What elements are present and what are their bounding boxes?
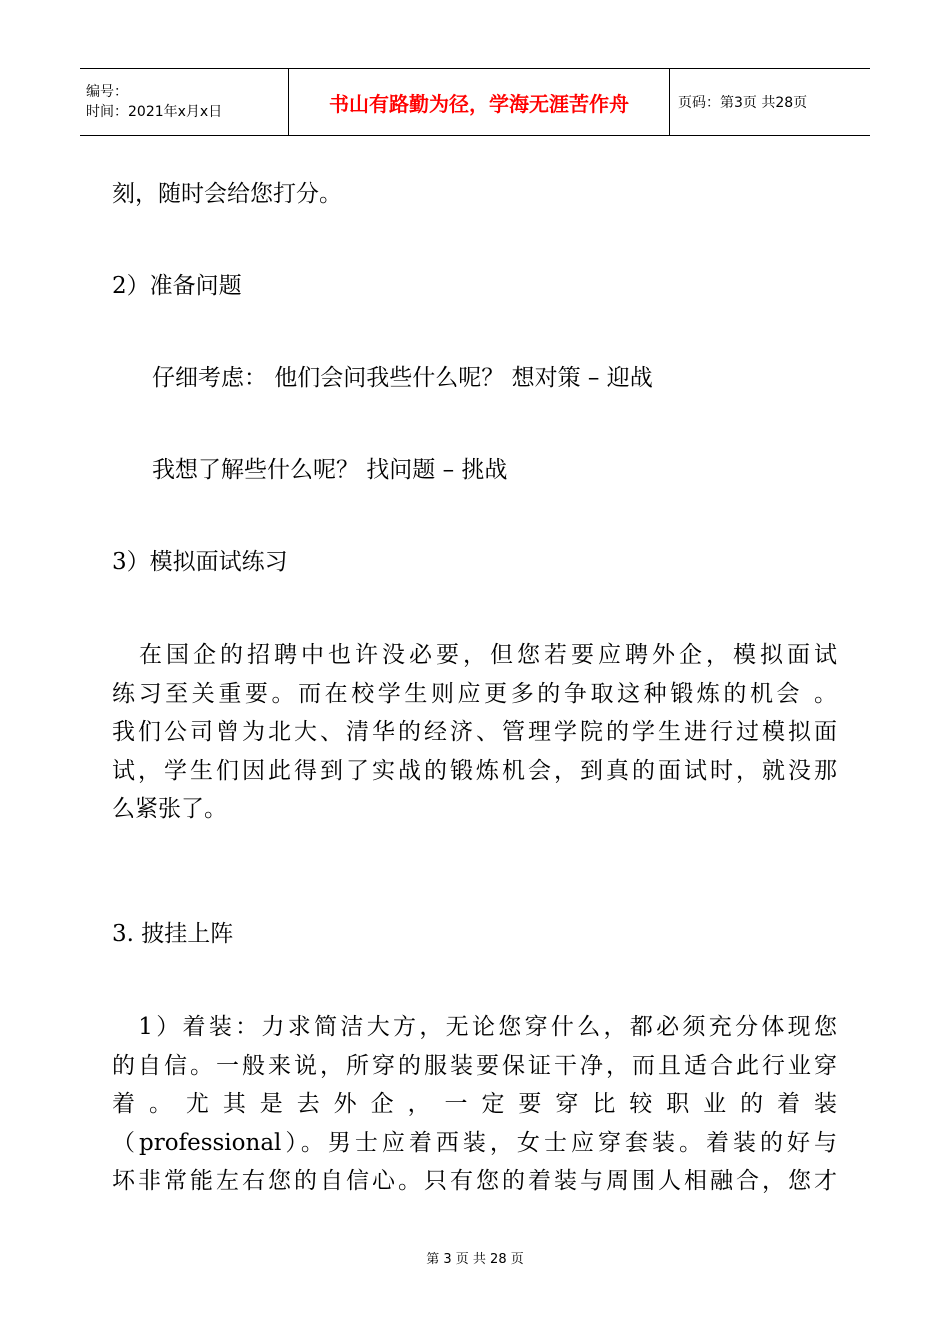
paragraph-line: 试，学生们因此得到了实战的锻炼机会，到真的面试时，就没那 — [112, 757, 837, 784]
paragraph-line: 练习至关重要。而在校学生则应更多的争取这种锻炼的机会 。 — [112, 680, 837, 707]
body-line-consider: 仔细考虑： 他们会问我些什么呢？ 想对策 – 迎战 — [152, 365, 653, 391]
paragraph-line: 着。尤其是去外企，一定要穿比较职业的着装 — [112, 1091, 837, 1117]
date-label: 时间：2021年x月x日 — [86, 104, 223, 120]
paragraph-attire — [112, 1008, 837, 1201]
body-line-1: 刻，随时会给您打分。 — [112, 181, 342, 207]
paragraph-mock-interview — [112, 636, 837, 829]
paragraph-line: 的自信。一般来说，所穿的服装要保证干净，而且适合此行业穿 — [112, 1052, 837, 1079]
section-heading-prepare-questions: 2）准备问题 — [112, 273, 242, 299]
serial-label: 编号： — [86, 84, 128, 100]
section-heading-dress-up: 3. 披挂上阵 — [112, 921, 234, 947]
paragraph-line: （professional）。男士应着西装，女士应穿套装。着装的好与 — [112, 1129, 837, 1156]
header-page-info: 页码：第3页 共28页 — [670, 69, 871, 136]
page-footer: 第 3 页 共 28 页 — [426, 1252, 524, 1267]
paragraph-line: 1）着装：力求简洁大方，无论您穿什么，都必须充分体现您 — [112, 1014, 837, 1040]
section-heading-mock-interview: 3）模拟面试练习 — [112, 549, 288, 575]
paragraph-line: 么紧张了。 — [112, 796, 227, 822]
paragraph-line: 坏非常能左右您的自信心。只有您的着装与周围人相融合，您才 — [112, 1168, 837, 1194]
body-line-understand: 我想了解些什么呢？ 找问题 – 挑战 — [152, 457, 508, 483]
header-motto: 书山有路勤为径，学海无涯苦作舟 — [289, 69, 670, 136]
paragraph-line: 在国企的招聘中也许没必要，但您若要应聘外企，模拟面试 — [112, 642, 837, 668]
paragraph-line: 我们公司曾为北大、清华的经济、管理学院的学生进行过模拟面 — [112, 719, 837, 745]
header-left-cell — [80, 69, 289, 136]
header-table — [80, 68, 870, 136]
